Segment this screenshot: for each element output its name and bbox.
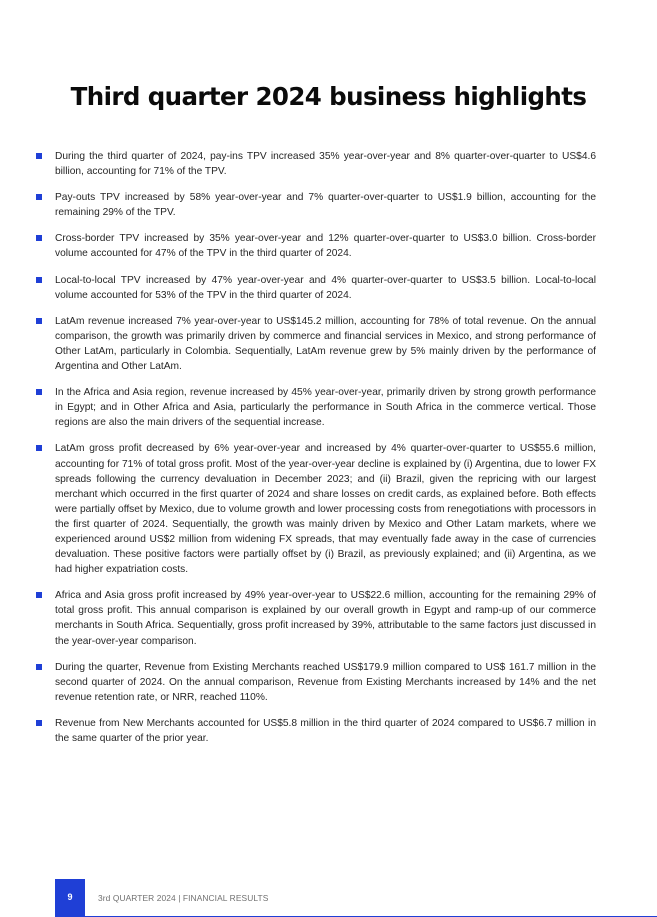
highlights-list [36, 149, 596, 757]
list-item [36, 441, 596, 577]
highlight-text: LatAm revenue increased 7% year-over-year to US$145.2 million, accounting for 78% of total revenue. On the annual comparison, the growth was primarily driven by commerce and financial services in Mexico, and strong performance of Other LatAm, particularly in Colombia. Sequentially, LatAm revenue grew by 5% mainly driven by the performance of Argentina and Other LatAm. [55, 315, 596, 373]
list-item [36, 190, 596, 220]
page-title: Third quarter 2024 business highlights [70, 82, 587, 111]
highlight-text: Pay-outs TPV increased by 58% year-over-year and 7% quarter-over-quarter to US$1.9 billion, accounting for the remaining 29% of the TPV. [55, 192, 596, 219]
square-bullet-icon [36, 389, 42, 395]
page-number: 9 [67, 892, 73, 902]
list-item [36, 273, 596, 303]
square-bullet-icon [36, 153, 42, 159]
highlight-text: Africa and Asia gross profit increased by 49% year-over-year to US$22.6 million, accounting for the remaining 29% of total gross profit. This annual comparison is explained by our overall growth in Egypt and ramp-up of our commerce merchants in South Africa. Sequentially, gross profit increased by 39%, attributable to the same factors just discussed in the year-over-year comparison. [55, 590, 596, 647]
square-bullet-icon [36, 194, 42, 200]
highlight-text: During the quarter, Revenue from Existing Merchants reached US$179.9 million compared to US$ 161.7 million in the second quarter of 2024. On the annual comparison, Revenue from Existing Merchants increased by 14% and the net revenue retention rate, or NRR, reached 110%. [55, 661, 596, 703]
list-item [36, 231, 596, 261]
square-bullet-icon [36, 720, 42, 726]
square-bullet-icon [36, 318, 42, 324]
highlight-text: Revenue from New Merchants accounted for US$5.8 million in the third quarter of 2024 compared to US$6.7 million in the same quarter of the prior year. [55, 717, 596, 744]
highlight-text: LatAm gross profit decreased by 6% year-over-year and increased by 4% quarter-over-quarter to US$55.6 million, accounting for 71% of total gross profit. Most of the year-over-year decline is explained by (i) Argentina, due to lower FX spreads following the currency devaluation in December 2023; and (ii) Brazil, given the repricing with our largest merchant which occurred in the first quarter of 2024 and share losses on credit cards, as explained before. Both effects were partially offset by Mexico, due to volume growth and lower processing costs from renegotiations with processors in the first quarter of 2024. Sequentially, the growth was mainly driven by Mexico and Other Latam markets, where we experienced around US$2 million from widening FX spreads, that may eventually fade away in the case of currencies devaluation. These positive factors were partially offset by (i) Brazil, as previously explained; and (ii) Argentina, as we had higher expatriation costs. [55, 443, 596, 576]
footer-report-label: 3rd QUARTER 2024 | FINANCIAL RESULTS [98, 893, 269, 903]
square-bullet-icon [36, 277, 42, 283]
square-bullet-icon [36, 235, 42, 241]
list-item [36, 314, 596, 374]
list-item [36, 716, 596, 746]
highlight-text: During the third quarter of 2024, pay-ins TPV increased 35% year-over-year and 8% quarter-over-quarter to US$4.6 billion, accounting for 71% of the TPV. [55, 151, 596, 178]
highlight-text: In the Africa and Asia region, revenue increased by 45% year-over-year, primarily driven by strong growth performance in Egypt; and in Other Africa and Asia, particularly the performance in South Africa in the commerce vertical. Those regions are also the main drivers of the sequential increase. [55, 387, 596, 429]
highlight-text: Cross-border TPV increased by 35% year-over-year and 12% quarter-over-quarter to US$3.0 billion. Cross-border volume accounted for 47% of the TPV in the third quarter of 2024. [55, 233, 596, 260]
list-item [36, 588, 596, 648]
square-bullet-icon [36, 592, 42, 598]
footer-page-badge [55, 879, 85, 917]
square-bullet-icon [36, 445, 42, 451]
list-item [36, 149, 596, 179]
highlight-text: Local-to-local TPV increased by 47% year-over-year and 4% quarter-over-quarter to US$3.5 billion. Local-to-local volume accounted for 53% of the TPV in the third quarter of 2024. [55, 274, 596, 301]
list-item [36, 660, 596, 705]
list-item [36, 385, 596, 430]
square-bullet-icon [36, 664, 42, 670]
